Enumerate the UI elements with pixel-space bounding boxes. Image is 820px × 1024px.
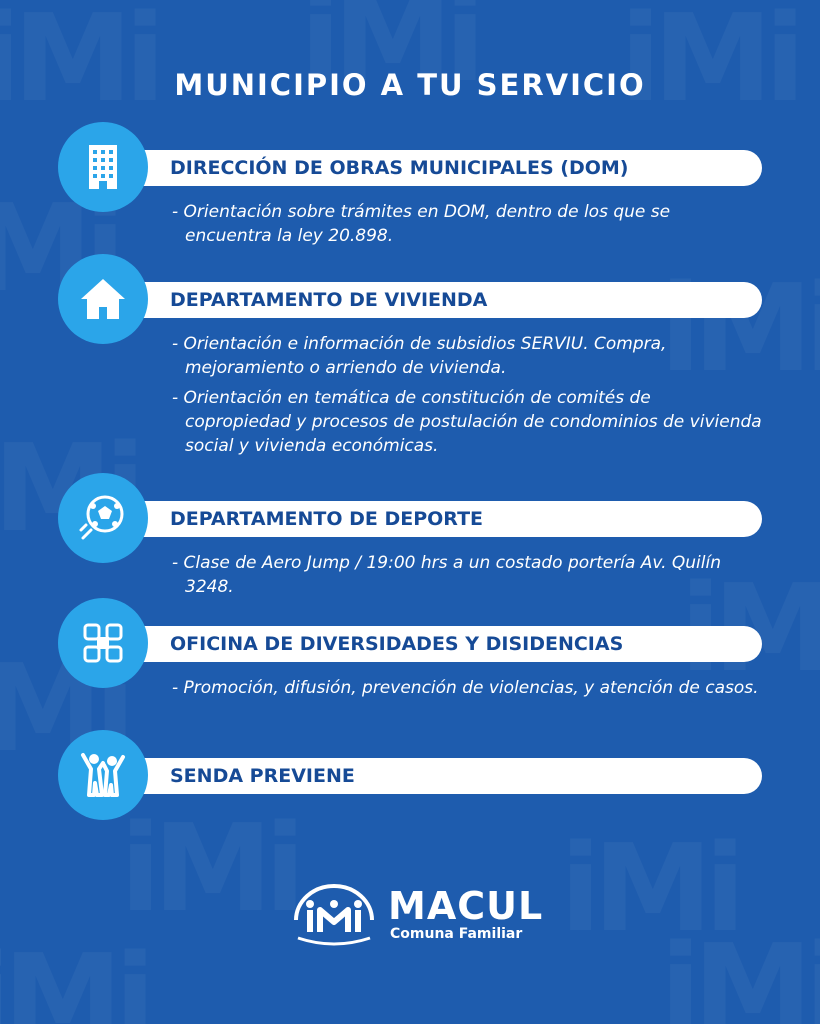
- people-cheering-icon: [58, 730, 148, 820]
- list-item: - Orientación sobre trámites en DOM, dentro de los que se encuentra la ley 20.898.: [172, 202, 671, 246]
- section-heading-bar: [108, 150, 762, 186]
- house-icon: [58, 254, 148, 344]
- list-item: - Orientación e información de subsidios SERVIU. Compra, mejoramiento o arriendo de vivienda.: [172, 334, 667, 378]
- section-heading-bar: [108, 758, 762, 794]
- section-heading-bar: [108, 282, 762, 318]
- logo-name: MACUL: [388, 884, 544, 928]
- section-items: [172, 551, 762, 605]
- list-item: - Clase de Aero Jump / 19:00 hrs a un costado portería Av. Quilín 3248.: [172, 553, 722, 597]
- soccer-ball-icon: [58, 473, 148, 563]
- macul-logo: [288, 880, 548, 960]
- section-items: [172, 200, 762, 254]
- section-items: [172, 676, 762, 706]
- list-item: - Orientación en temática de constitución de comités de copropiedad y procesos de postulación de condominios de vivienda social y vivienda económicas.: [172, 388, 762, 456]
- section-heading: DEPARTAMENTO DE VIVIENDA: [170, 289, 488, 311]
- list-item: - Promoción, difusión, prevención de violencias, y atención de casos.: [172, 678, 759, 698]
- macul-emblem-icon: [288, 880, 380, 950]
- section-heading-bar: [108, 501, 762, 537]
- section-heading: DEPARTAMENTO DE DEPORTE: [170, 508, 484, 530]
- logo-tagline: Comuna Familiar: [390, 926, 523, 942]
- section-heading: SENDA PREVIENE: [170, 765, 355, 787]
- page-title: MUNICIPIO A TU SERVICIO: [174, 68, 646, 102]
- building-icon: [58, 122, 148, 212]
- section-heading-bar: [108, 626, 762, 662]
- section-items: [172, 332, 762, 464]
- section-heading: OFICINA DE DIVERSIDADES Y DISIDENCIAS: [170, 633, 624, 655]
- joined-hands-icon: [58, 598, 148, 688]
- section-heading: DIRECCIÓN DE OBRAS MUNICIPALES (DOM): [170, 157, 629, 179]
